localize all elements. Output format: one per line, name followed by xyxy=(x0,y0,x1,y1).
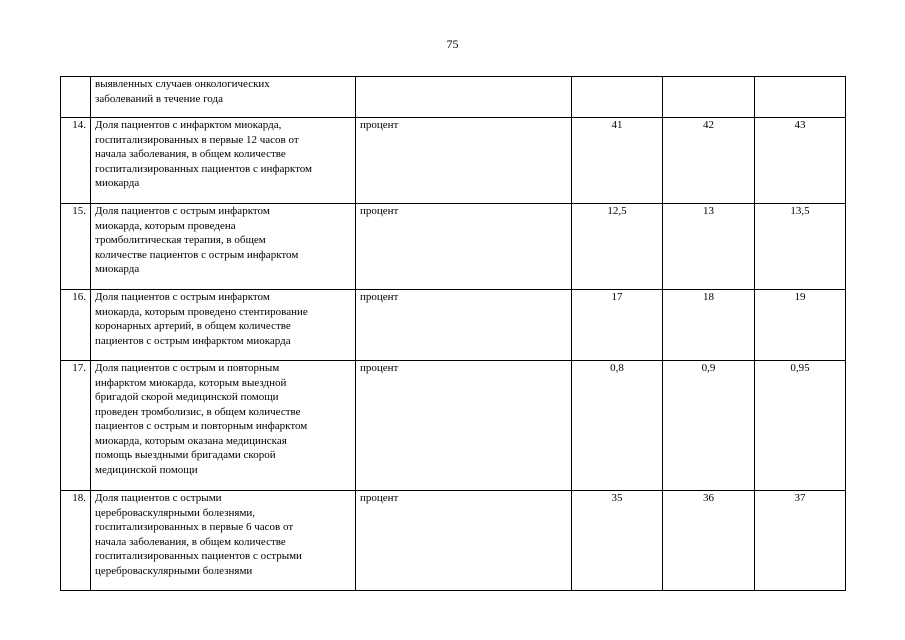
description-line: миокарда, которым оказана медицинская xyxy=(95,434,287,447)
unit-cell: процент xyxy=(356,491,572,591)
description-line: Доля пациентов с острым инфарктом xyxy=(95,205,270,217)
description-line: пациентов с острым и повторным инфарктом xyxy=(95,420,308,432)
table-row xyxy=(61,290,846,361)
value-year-3: 19 xyxy=(755,290,846,361)
table-row xyxy=(61,361,846,491)
row-number: 16. xyxy=(61,290,91,361)
description-line: госпитализированных в первые 12 часов от xyxy=(95,133,299,146)
value-year-1 xyxy=(572,77,663,118)
indicator-description xyxy=(91,77,356,118)
indicator-description xyxy=(91,491,356,591)
description-line: инфарктом миокарда, которым выездной xyxy=(95,376,287,389)
description-line: коронарных артерий, в общем количестве xyxy=(95,320,291,332)
indicator-description xyxy=(91,204,356,290)
value-year-1: 12,5 xyxy=(572,204,663,290)
description-line: госпитализированных пациентов с острыми xyxy=(95,550,302,562)
row-number: 18. xyxy=(61,491,91,591)
value-year-2: 18 xyxy=(663,290,755,361)
unit-cell: процент xyxy=(356,118,572,204)
description-line: пациентов с острым инфарктом миокарда xyxy=(95,334,291,347)
description-line: миокарда xyxy=(95,177,140,189)
description-line: цереброваскулярными болезнями, xyxy=(95,506,256,519)
description-line: проведен тромболизис, в общем количестве xyxy=(95,405,301,418)
description-line: Доля пациентов с острым и повторным xyxy=(95,362,280,374)
value-year-3: 43 xyxy=(755,118,846,204)
indicators-table xyxy=(60,76,846,591)
description-line: госпитализированных пациентов с инфарктом xyxy=(95,162,312,175)
table-row xyxy=(61,204,846,290)
description-line: Доля пациентов с острым инфарктом xyxy=(95,291,270,303)
value-year-3: 13,5 xyxy=(755,204,846,290)
value-year-1: 35 xyxy=(572,491,663,591)
unit-cell: процент xyxy=(356,361,572,491)
description-line: госпитализированных в первые 6 часов от xyxy=(95,521,294,533)
value-year-2: 36 xyxy=(663,491,755,591)
description-line: заболеваний в течение года xyxy=(95,92,223,105)
row-number: 14. xyxy=(61,118,91,204)
table-row xyxy=(61,77,846,118)
table-row xyxy=(61,491,846,591)
description-line: выявленных случаев онкологических xyxy=(95,78,270,90)
description-line: медицинской помощи xyxy=(95,463,198,476)
indicator-description xyxy=(91,290,356,361)
value-year-3: 0,95 xyxy=(755,361,846,491)
unit-cell: процент xyxy=(356,290,572,361)
row-number: 15. xyxy=(61,204,91,290)
description-line: миокарда, которым проведена xyxy=(95,219,236,232)
value-year-1: 17 xyxy=(572,290,663,361)
indicator-description xyxy=(91,118,356,204)
description-line: Доля пациентов с острыми xyxy=(95,492,222,504)
value-year-1: 41 xyxy=(572,118,663,204)
row-number xyxy=(61,77,91,118)
value-year-3: 37 xyxy=(755,491,846,591)
row-number: 17. xyxy=(61,361,91,491)
table-row xyxy=(61,118,846,204)
description-line: бригадой скорой медицинской помощи xyxy=(95,391,279,403)
description-line: цереброваскулярными болезнями xyxy=(95,564,253,577)
value-year-2 xyxy=(663,77,755,118)
description-line: начала заболевания, в общем количестве xyxy=(95,148,286,160)
value-year-2: 0,9 xyxy=(663,361,755,491)
description-line: начала заболевания, в общем количестве xyxy=(95,535,286,548)
unit-cell xyxy=(356,77,572,118)
indicator-description xyxy=(91,361,356,491)
description-line: миокарда xyxy=(95,263,140,275)
unit-cell: процент xyxy=(356,204,572,290)
description-line: тромболитическая терапия, в общем xyxy=(95,234,266,246)
value-year-3 xyxy=(755,77,846,118)
value-year-2: 42 xyxy=(663,118,755,204)
value-year-2: 13 xyxy=(663,204,755,290)
description-line: помощь выездными бригадами скорой xyxy=(95,449,276,461)
page-number: 75 xyxy=(446,37,459,51)
description-line: миокарда, которым проведено стентирование xyxy=(95,305,308,318)
value-year-1: 0,8 xyxy=(572,361,663,491)
description-line: количестве пациентов с острым инфарктом xyxy=(95,248,299,261)
description-line: Доля пациентов с инфарктом миокарда, xyxy=(95,119,282,131)
